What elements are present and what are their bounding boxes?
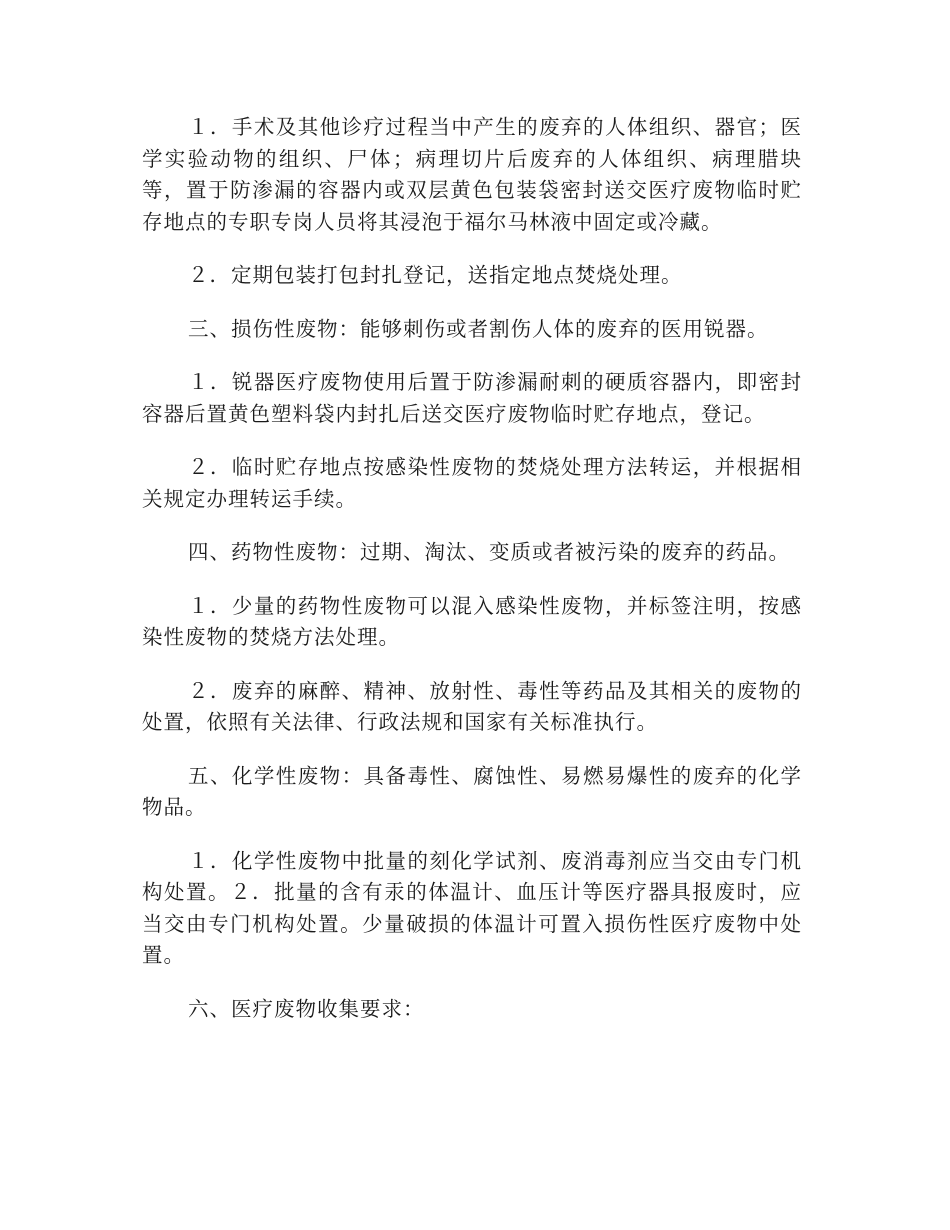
section-heading-sharps-waste: 三、损伤性废物：能够刺伤或者割伤人体的废弃的医用锐器。 <box>188 316 769 341</box>
paragraph-sharps-waste-item-1: １．锐器医疗废物使用后置于防渗漏耐刺的硬质容器内，即密封容器后置黄色塑料袋内封扎后送交医疗废物临时贮存地点，登记。 <box>142 370 802 426</box>
document-body <box>142 112 802 1047</box>
section-heading-pharmaceutical-waste: 四、药物性废物：过期、淘汰、变质或者被污染的废弃的药品。 <box>188 540 790 564</box>
paragraph-sharps-waste-item-2: ２．临时贮存地点按感染性废物的焚烧处理方法转运，并根据相关规定办理转运手续。 <box>142 455 802 511</box>
paragraph-pathological-waste-item-1: １．手术及其他诊疗过程当中产生的废弃的人体组织、器官；医学实验动物的组织、尸体；病理切片后废弃的人体组织、病理腊块等，置于防渗漏的容器内或双层黄色包装袋密封送交医疗废物临时贮存地点的专职专岗人员将其浸泡于福尔马林液中固定或冷藏。 <box>142 115 802 234</box>
paragraph-pathological-waste-item-2: ２．定期包装打包封扎登记，送指定地点焚烧处理。 <box>188 263 683 287</box>
paragraph-chemical-waste-items: １．化学性废物中批量的刻化学试剂、废消毒剂应当交由专门机构处置。２．批量的含有汞的体温计、血压计等医疗器具报废时，应当交由专门机构处置。少量破损的体温计可置入损伤性医疗废物中处置。 <box>142 848 802 967</box>
paragraph-pharmaceutical-waste-item-1: １．少量的药物性废物可以混入感染性废物，并标签注明，按感染性废物的焚烧方法处理。 <box>142 593 802 649</box>
section-heading-collection-requirements: 六、医疗废物收集要求： <box>188 996 425 1021</box>
section-heading-chemical-waste: 五、化学性废物：具备毒性、腐蚀性、易燃易爆性的废弃的化学物品。 <box>142 763 802 819</box>
paragraph-pharmaceutical-waste-item-2: ２．废弃的麻醉、精神、放射性、毒性等药品及其相关的废物的处置，依照有关法律、行政法规和国家有关标准执行。 <box>142 678 802 734</box>
